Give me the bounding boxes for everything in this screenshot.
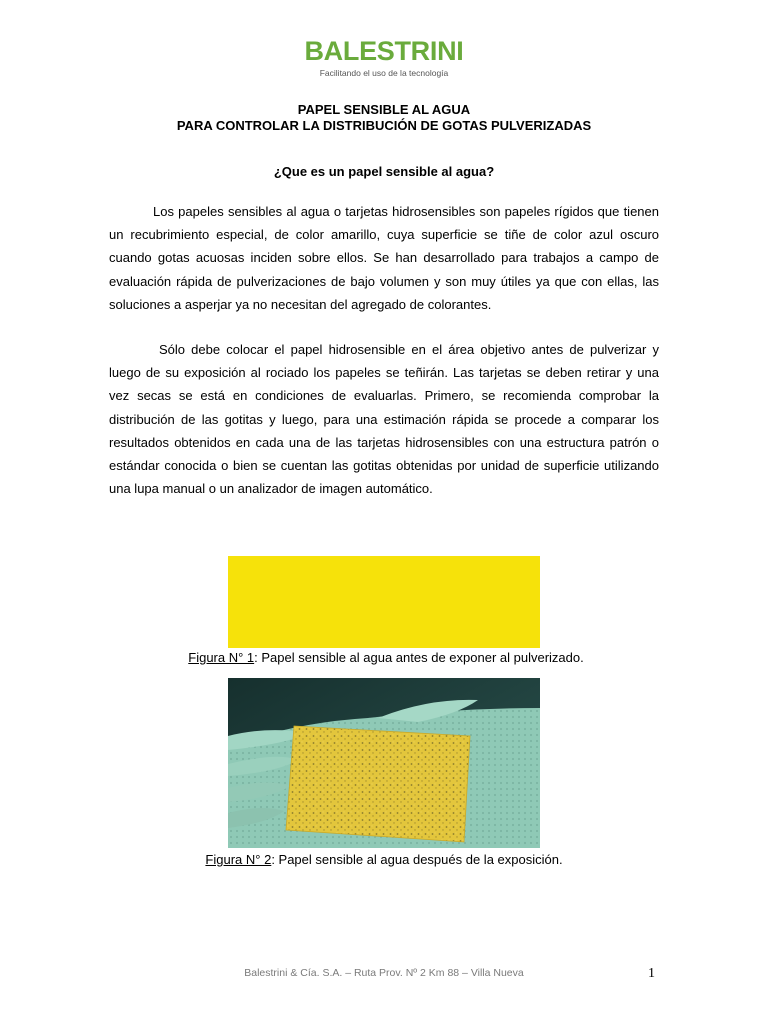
company-logo bbox=[0, 36, 768, 78]
page-number: 1 bbox=[648, 966, 655, 981]
paragraph-1: Los papeles sensibles al agua o tarjetas hidrosensibles son papeles rígidos que tienen un recubrimiento especial, de color amarillo, cuya superficie se tiñe de color azul oscuro cuando gotas acuosas inciden sobre ellos. Se han desarrollado para trabajos a campo de evaluación rápida de pulverizaciones de bajo volumen y son muy útiles ya que con ellas, las soluciones a asperjar ya no necesitan del agregado de colorantes. bbox=[109, 204, 659, 312]
document-title-line-1: PAPEL SENSIBLE AL AGUA bbox=[297, 102, 471, 117]
figure-1-text: : Papel sensible al agua antes de exponer al pulverizado. bbox=[254, 650, 584, 665]
figure-1-label: Figura N° 1 bbox=[188, 650, 255, 665]
paragraph-2: Sólo debe colocar el papel hidrosensible en el área objetivo antes de pulverizar y luego de su exposición al rociado los papeles se teñirán. Las tarjetas se deben retirar y una vez secas se está en condiciones de evaluarlas. Primero, se recomienda comprobar la distribución de las gotitas y luego, para una estimación rápida se procede a comparar los resultados obtenidos en cada una de las tarjetas hidrosensibles con una estructura patrón o estándar conocida o bien se cuentan las gotitas obtenidas por unidad de superficie utilizando una lupa manual o un analizador de imagen automático. bbox=[109, 342, 659, 497]
page-footer: Balestrini & Cía. S.A. – Ruta Prov. Nº 2 Km 88 – Villa Nueva bbox=[244, 967, 524, 979]
figure-2-text: : Papel sensible al agua después de la exposición. bbox=[271, 852, 563, 867]
figure-2-image-exposed-paper-on-glove bbox=[228, 678, 540, 848]
figure-2-label: Figura N° 2 bbox=[205, 852, 272, 867]
figure-2-caption bbox=[0, 852, 768, 868]
figure-1-image-yellow-paper bbox=[228, 556, 540, 648]
section-heading: ¿Que es un papel sensible al agua? bbox=[273, 164, 495, 179]
figure-2-photo bbox=[228, 678, 540, 848]
logo-name: BALESTRINI bbox=[304, 36, 464, 66]
logo-tagline: Facilitando el uso de la tecnología bbox=[319, 68, 449, 78]
document-title-line-2: PARA CONTROLAR LA DISTRIBUCIÓN DE GOTAS PULVERIZADAS bbox=[176, 118, 592, 133]
figure-1-caption bbox=[2, 650, 768, 666]
